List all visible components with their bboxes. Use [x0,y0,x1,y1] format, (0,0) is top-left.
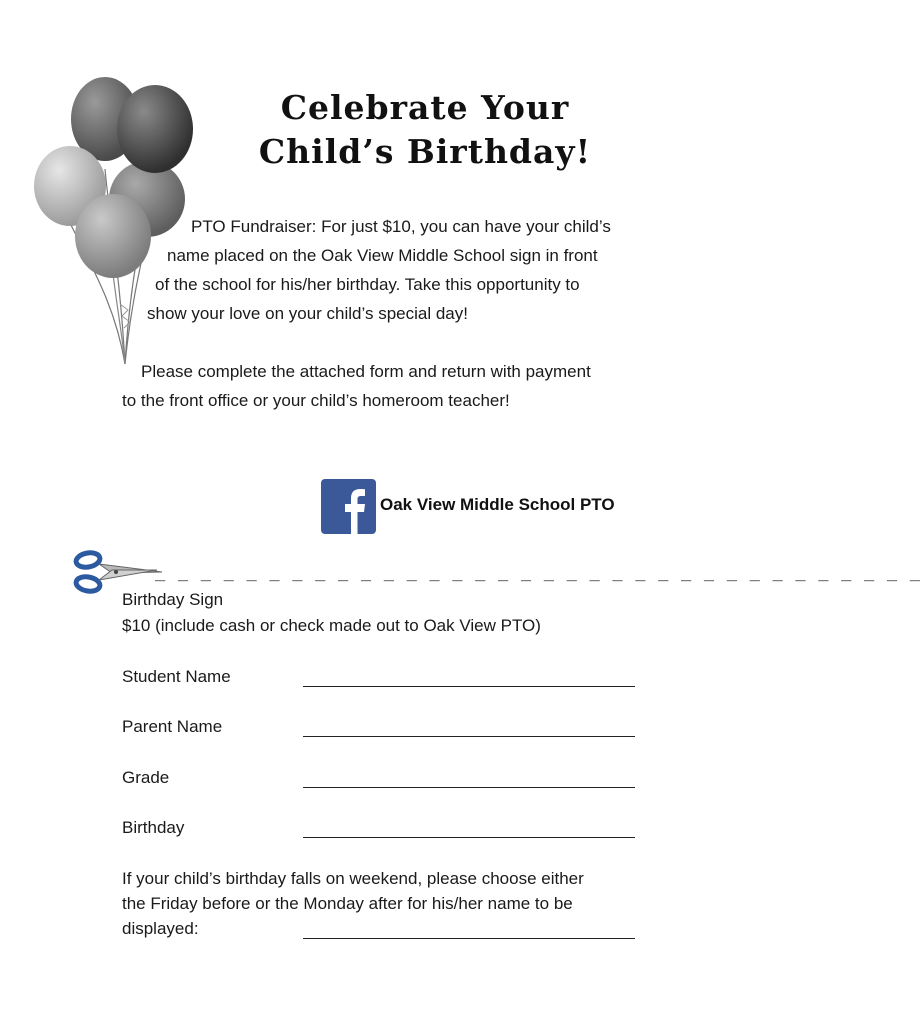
facebook-page-link[interactable]: Oak View Middle School PTO [380,495,615,514]
weekend-text-line: displayed: [122,919,199,938]
student-name-label: Student Name [122,667,231,686]
instructions-line: to the front office or your child’s homeroom teacher! [122,391,510,410]
weekend-text-line: If your child’s birthday falls on weekend, please choose either [122,869,584,888]
weekend-text-line: the Friday before or the Monday after for his/her name to be [122,894,573,913]
birthday-blank[interactable] [303,837,635,838]
weekend-display-blank[interactable] [303,938,635,939]
grade-label: Grade [122,768,170,787]
student-name-blank[interactable] [303,686,635,687]
parent-name-blank[interactable] [303,736,635,737]
intro-line: of the school for his/her birthday. Take this opportunity to [155,275,580,294]
instructions-line: Please complete the attached form and return with payment [141,362,591,381]
facebook-icon [321,479,376,534]
intro-line: show your love on your child’s special day! [147,304,468,323]
intro-line: name placed on the Oak View Middle School sign in front [167,246,598,265]
parent-name-label: Parent Name [122,717,223,736]
form-heading: Birthday Sign [122,590,224,609]
birthday-label: Birthday [122,818,185,837]
title-line-2: Child’s Birthday! [258,132,592,171]
cut-line: _ _ _ _ _ _ _ _ _ _ _ _ _ _ _ _ _ _ _ _ _ _ _ _ _ _ _ _ _ _ _ _ _ _ [155,562,921,582]
grade-blank[interactable] [303,787,635,788]
intro-line: PTO Fundraiser: For just $10, you can have your child’s [191,217,611,236]
form-price-line: $10 (include cash or check made out to Oak View PTO) [122,616,541,635]
title-line-1: Celebrate Your [280,88,570,127]
